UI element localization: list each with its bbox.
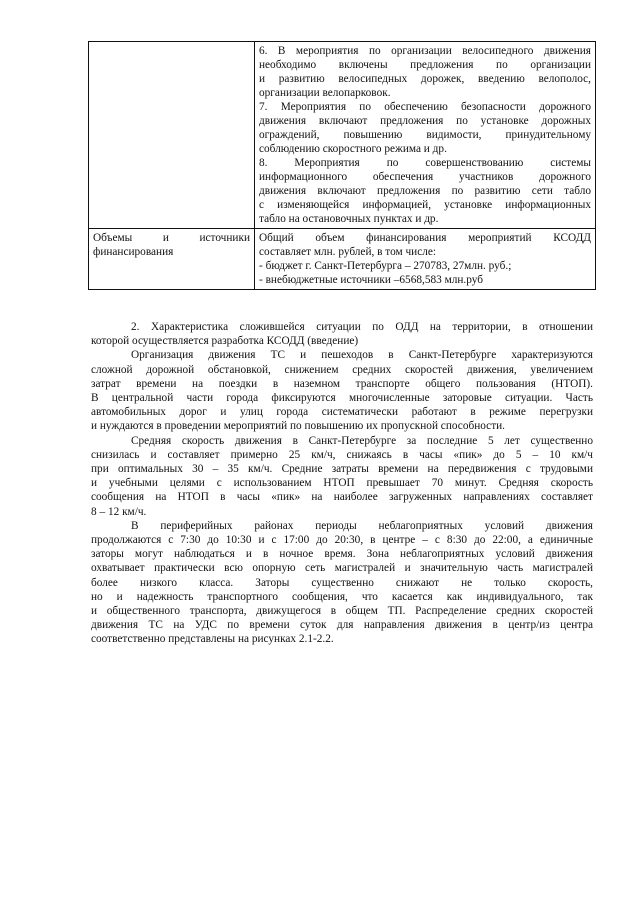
text-line: Объемы и источники	[93, 232, 250, 244]
text-line: табло на остановочных пунктах и др.	[259, 213, 439, 225]
paragraph	[91, 348, 593, 433]
body-text	[91, 320, 593, 647]
text-line: 8. Мероприятия по совершенствованию системы	[259, 157, 591, 169]
text-line: движения включают предложения по установке дорожных	[259, 115, 591, 127]
text-line: Средняя скорость движения в Санкт-Петербурге за последние 5 лет существенно	[131, 434, 593, 447]
text-line: заторы могут наблюдаться и в ночное время. Зона неблагоприятных условий движения	[91, 548, 593, 561]
text-line: сообщения на НТОП в часы «пик» на наиболее загруженных направлениях составляет	[91, 491, 593, 504]
table-cell-funding-value	[255, 229, 596, 290]
paragraph	[91, 434, 593, 519]
text-line: охватывает практически всю опорную сеть магистралей и значительную часть магистралей	[91, 562, 593, 575]
text-line: ограждений, повышению видимости, принудительному	[259, 129, 591, 141]
paragraph-heading	[91, 320, 593, 348]
text-line: движения ТС на УДС по времени суток для направления движения в центр/из центра	[91, 619, 593, 632]
text-line: 2. Характеристика сложившейся ситуации по ОДД на территории, в отношении	[131, 321, 593, 333]
table-cell-empty	[89, 42, 255, 229]
text-line: более низкого класса. Заторы существенно снижают не только скорость,	[91, 576, 593, 589]
text-line: и общественного транспорта, движущегося в общем ТП. Распределение средних скоростей	[91, 605, 593, 618]
table-cell-funding-label	[89, 229, 255, 290]
text-line: организации велопарковок.	[259, 87, 391, 99]
text-line: автомобильных дорог и улиц города систематически работают в режиме перегрузки	[91, 406, 593, 419]
text-line: соблюдению скоростного режима и др.	[259, 143, 447, 155]
text-line: - внебюджетные источники –6568,583 млн.руб	[259, 274, 483, 286]
table-row	[89, 42, 596, 229]
text-line: В центральной части города фиксируются многочисленные заторовые ситуации. Часть	[91, 392, 593, 405]
text-line: финансирования	[93, 246, 174, 258]
text-line: информационного обеспечения участников дорожного	[259, 171, 591, 183]
text-line: - бюджет г. Санкт-Петербурга – 270783, 27млн. руб.;	[259, 260, 512, 272]
text-line: с изменяющейся информацией, установке информационных	[259, 199, 591, 211]
text-line: соответственно представлены на рисунках 2.1-2.2.	[91, 633, 334, 646]
text-line: и учебными целями с использованием НТОП превышает 70 минут. Средняя скорость	[91, 477, 593, 490]
text-line: которой осуществляется разработка КСОДД (введение)	[91, 335, 359, 348]
text-line: при оптимальных 30 – 35 км/ч. Средние затраты времени на передвижения с трудовыми	[91, 463, 593, 476]
text-line: затрат времени на поездки в наземном транспорте общего пользования (НТОП).	[91, 377, 593, 390]
text-line: составляет млн. рублей, в том числе:	[259, 246, 437, 258]
table-row	[89, 229, 596, 290]
text-line: Организация движения ТС и пешеходов в Санкт-Петербурге характеризуются	[131, 349, 593, 362]
text-line: необходимо включены предложения по организации	[259, 59, 591, 71]
text-line: и развитию велосипедных дорожек, введению велополос,	[259, 73, 591, 85]
text-line: движения включают предложения по развитию сети табло	[259, 185, 591, 197]
text-line: В периферийных районах периоды неблагоприятных условий движения	[131, 519, 593, 532]
text-line: 8 – 12 км/ч.	[91, 505, 147, 518]
paragraph	[91, 519, 593, 647]
table-cell-measures	[255, 42, 596, 229]
text-line: и нуждаются в проведении мероприятий по повышению их пропускной способности.	[91, 420, 506, 433]
text-line: продолжаются с 7:30 до 10:30 и с 17:00 до 20:30, в центре – с 8:30 до 22:00, а единичные	[91, 534, 593, 547]
text-line: снизилась и составляет примерно 25 км/ч, снижаясь в часы «пик» до 5 – 10 км/ч	[91, 448, 593, 461]
text-line: но и надежность транспортного сообщения, что касается как индивидуального, так	[91, 590, 593, 603]
text-line: сложной дорожной обстановкой, снижением средних скоростей движения, увеличением	[91, 363, 593, 376]
passport-table	[88, 41, 596, 290]
text-line: Общий объем финансирования мероприятий КСОДД	[259, 232, 591, 244]
text-line: 6. В мероприятия по организации велосипедного движения	[259, 45, 591, 57]
text-line: 7. Мероприятия по обеспечению безопасности дорожного	[259, 101, 591, 113]
